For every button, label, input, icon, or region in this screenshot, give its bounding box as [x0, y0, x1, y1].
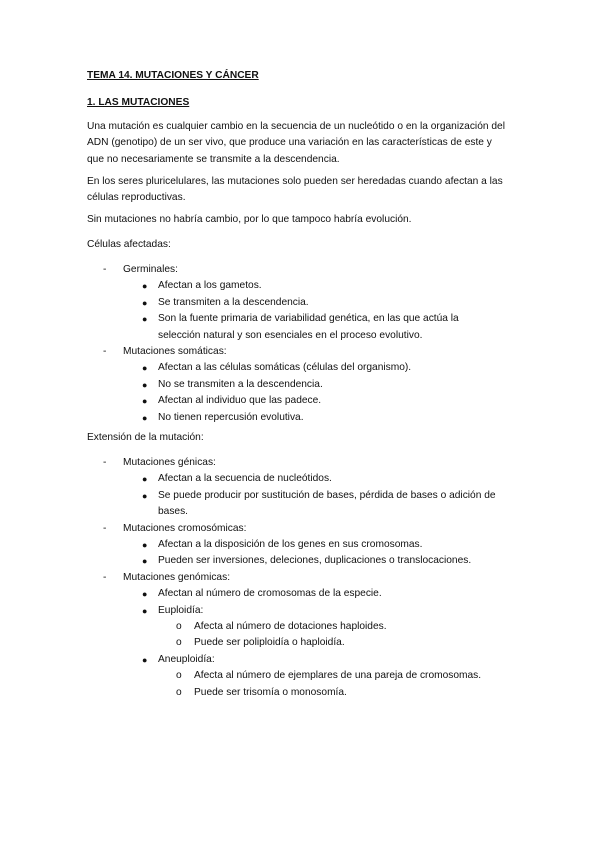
list-item: ● No se transmiten a la descendencia. [142, 378, 323, 390]
list-item: ● Afectan a la secuencia de nucleótidos. [142, 473, 332, 485]
list-item-euploidia: ● Euploidía: [142, 604, 204, 616]
list-item: ● Afectan a los gametos. [142, 280, 262, 292]
list-item-cromosomicas: - Mutaciones cromosómicas: [103, 522, 247, 534]
list-item-somaticas: - Mutaciones somáticas: [103, 346, 227, 358]
paragraph-pluricelulares: En los seres pluricelulares, las mutaciones solo pueden ser heredadas cuando afectan a las células reproductivas. [87, 176, 503, 204]
document-title: TEMA 14. MUTACIONES Y CÁNCER [87, 70, 259, 81]
sublist-item: o Puede ser poliploidía o haploidía. [176, 637, 345, 649]
extension-list [0, 455, 599, 701]
list-item: ● Afectan a la disposición de los genes en sus cromosomas. [142, 539, 423, 551]
heading-extension: Extensión de la mutación: [87, 432, 204, 443]
list-item: ● Pueden ser inversiones, deleciones, duplicaciones o translocaciones. [142, 555, 472, 567]
list-item-aneuploidia: ● Aneuploidía: [142, 653, 215, 665]
list-item-germinales: - Germinales: [103, 264, 178, 275]
sublist-item: o Afecta al número de dotaciones haploides. [176, 621, 387, 633]
celulas-afectadas-list [0, 262, 599, 426]
sublist-item: o Puede ser trisomía o monosomía. [176, 686, 347, 698]
section-heading: 1. LAS MUTACIONES [87, 97, 190, 108]
heading-celulas-afectadas: Células afectadas: [87, 239, 171, 250]
list-item: ● Afectan al número de cromosomas de la especie. [142, 588, 382, 600]
sublist-item: o Afecta al número de ejemplares de una pareja de cromosomas. [176, 670, 482, 682]
list-item: ● Afectan al individuo que las padece. [142, 395, 322, 407]
list-item-genicas: - Mutaciones génicas: [103, 457, 216, 468]
list-item: ● Se puede producir por sustitución de bases, pérdida de bases o adición de bases. [142, 489, 496, 518]
paragraph-definition: Una mutación es cualquier cambio en la secuencia de un nucleótido o en la organización del ADN (genotipo) de un ser vivo, que produce una variación en las características de este y que no necesariamente se transmite a la descendencia. [87, 121, 505, 165]
paragraph-evolucion: Sin mutaciones no habría cambio, por lo que tampoco habría evolución. [87, 214, 412, 225]
list-item-genomicas: - Mutaciones genómicas: [103, 571, 231, 583]
list-item: ● Son la fuente primaria de variabilidad genética, en las que actúa la selección natural y son esenciales en el proceso evolutivo. [142, 313, 459, 341]
list-item: ● Se transmiten a la descendencia. [142, 296, 309, 308]
list-item: ● No tienen repercusión evolutiva. [142, 411, 304, 423]
list-item: ● Afectan a las células somáticas (células del organismo). [142, 362, 412, 374]
